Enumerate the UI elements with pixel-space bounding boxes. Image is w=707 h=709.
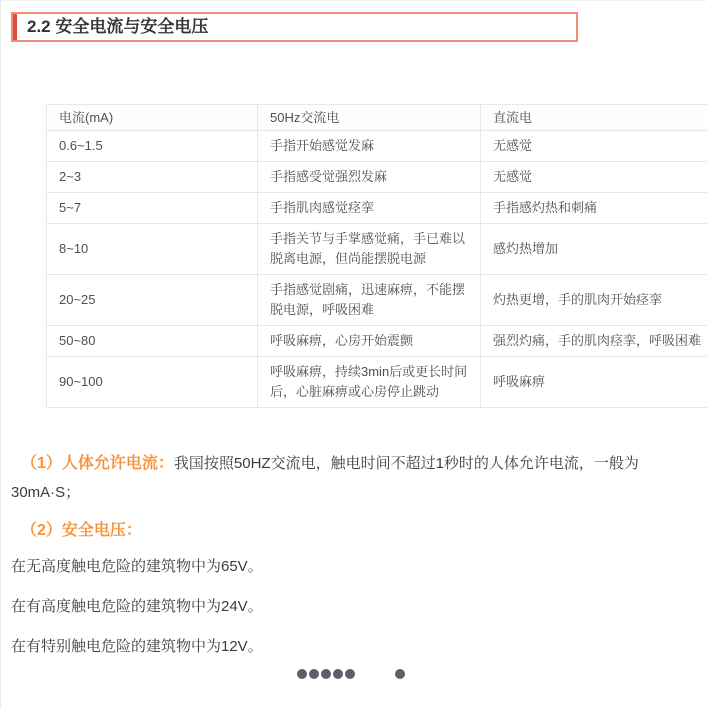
section-title: 2.2 安全电流与安全电压 [27,17,209,36]
table-row [47,275,707,326]
cell-current: 2~3 [47,162,258,193]
note-1-label: （1）人体允许电流： [21,455,174,472]
table-row [47,224,707,275]
voltage-line-3: 在有特别触电危险的建筑物中为12V。 [11,638,263,655]
carousel-dots-group [297,669,357,679]
note-allowable-current [11,449,698,507]
cell-current: 50~80 [47,326,258,357]
carousel-dot[interactable] [345,669,355,679]
cell-ac: 手指感受觉强烈发麻 [258,162,481,193]
cell-dc: 呼吸麻痹 [481,357,707,408]
cell-dc: 无感觉 [481,162,707,193]
carousel-dot[interactable] [321,669,331,679]
cell-dc: 灼热更增，手的肌肉开始痉挛 [481,275,707,326]
table-header-row [47,105,707,131]
note-1-text-line2: 30mA·S； [11,484,81,501]
cell-ac: 呼吸麻痹，心房开始震颤 [258,326,481,357]
cell-ac: 手指关节与手掌感觉痛，手已难以脱离电源，但尚能摆脱电源 [258,224,481,275]
cell-dc: 感灼热增加 [481,224,707,275]
current-effects-table [46,104,707,408]
cell-dc: 手指感灼热和刺痛 [481,193,707,224]
note-safe-voltage [11,516,698,545]
cell-current: 8~10 [47,224,258,275]
section-title-accent-bar [13,14,17,40]
table-row [47,162,707,193]
column-header-ac: 50Hz交流电 [258,105,481,131]
cell-current: 20~25 [47,275,258,326]
cell-ac: 手指开始感觉发麻 [258,131,481,162]
cell-current: 0.6~1.5 [47,131,258,162]
voltage-line-1: 在无高度触电危险的建筑物中为65V。 [11,558,263,575]
column-header-current: 电流(mA) [47,105,258,131]
section-title-box [11,12,578,42]
table-row [47,357,707,408]
table-row [47,326,707,357]
carousel-dot[interactable] [297,669,307,679]
note-2-label: （2）安全电压： [21,522,142,539]
table-row [47,193,707,224]
cell-ac: 手指肌肉感觉痉挛 [258,193,481,224]
note-1-text-line1: 我国按照50HZ交流电，触电时间不超过1秒时的人体允许电流，一般为 [173,455,639,472]
carousel-dot[interactable] [333,669,343,679]
cell-current: 5~7 [47,193,258,224]
cell-ac: 手指感觉剧痛，迅速麻痹，不能摆脱电源，呼吸困难 [258,275,481,326]
cell-dc: 无感觉 [481,131,707,162]
cell-dc: 强烈灼痛，手的肌肉痉挛，呼吸困难 [481,326,707,357]
cell-current: 90~100 [47,357,258,408]
carousel-dot-single-wrap [395,669,407,679]
carousel-dot[interactable] [395,669,405,679]
table-row [47,131,707,162]
carousel-dot[interactable] [309,669,319,679]
cell-ac: 呼吸麻痹，持续3min后或更长时间后，心脏麻痹或心房停止跳动 [258,357,481,408]
column-header-dc: 直流电 [481,105,707,131]
voltage-line-2: 在有高度触电危险的建筑物中为24V。 [11,598,263,615]
